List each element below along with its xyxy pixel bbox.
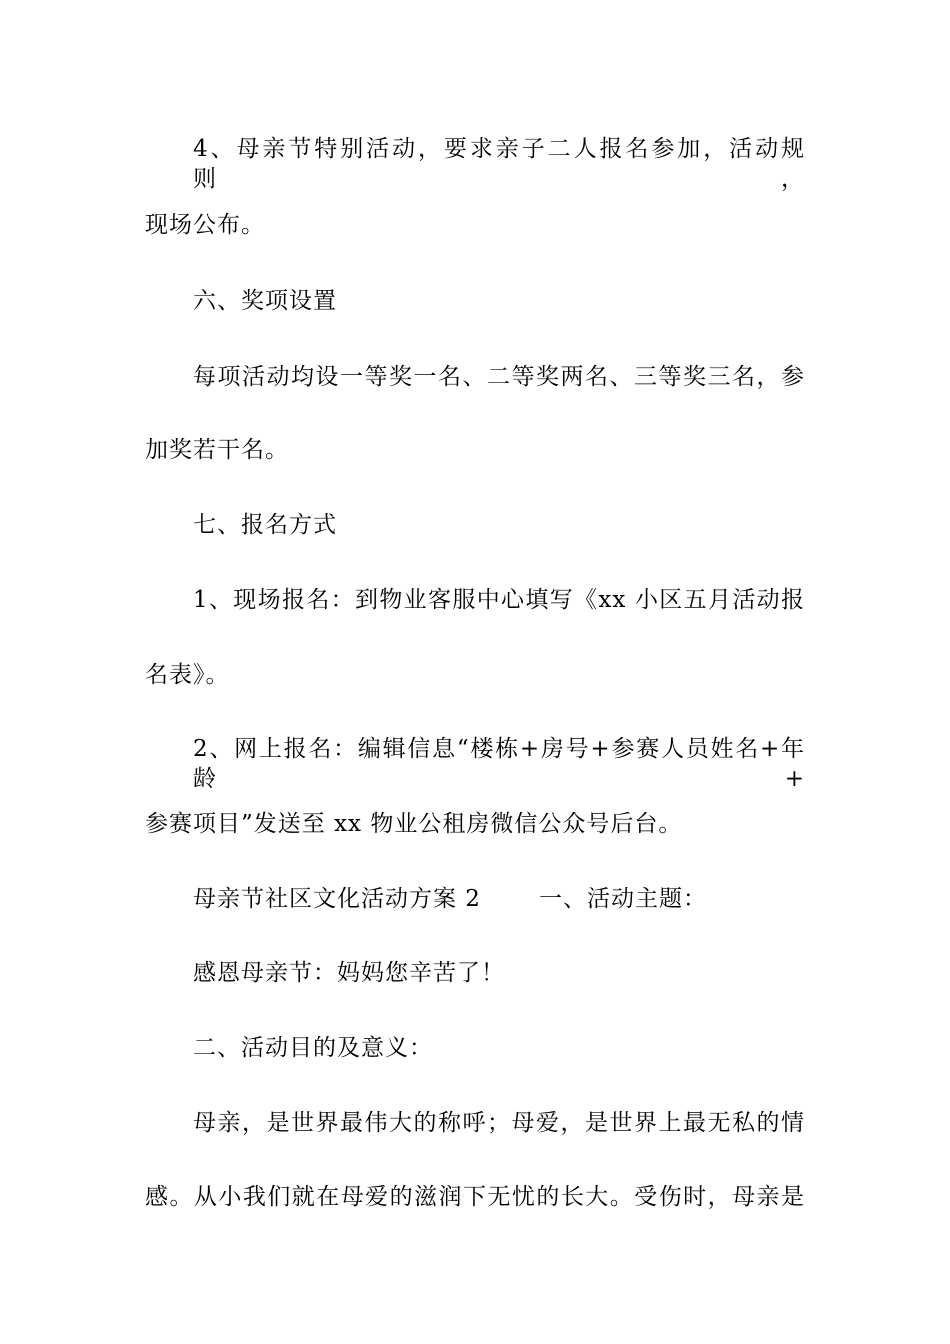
paragraph-line: 参赛项目”发送至 xx 物业公租房微信公众号后台。 (145, 811, 683, 837)
paragraph-line: 感。从小我们就在母爱的滋润下无忧的长大。受伤时，母亲是 (145, 1184, 805, 1210)
section-heading: 七、报名方式 (193, 512, 337, 538)
section-heading: 六、奖项设置 (193, 288, 337, 314)
paragraph-line: 现场公布。 (145, 212, 265, 238)
paragraph-line: 加奖若干名。 (145, 437, 289, 463)
paragraph-line: 母亲，是世界最伟大的称呼；母爱，是世界上最无私的情 (193, 1110, 805, 1136)
section-heading: 二、活动目的及意义： (193, 1035, 433, 1061)
section-heading: 一、活动主题： (538, 886, 707, 912)
paragraph-line: 1、现场报名：到物业客服中心填写《xx 小区五月活动报 (193, 587, 805, 613)
paragraph-line: 感恩母亲节：妈妈您辛苦了！ (193, 960, 505, 986)
paragraph-line: 2、网上报名：编辑信息“楼栋+房号+参赛人员姓名+年龄+ (193, 736, 805, 792)
paragraph-line: 4、母亲节特别活动，要求亲子二人报名参加，活动规则， (193, 136, 805, 192)
paragraph-line: 每项活动均设一等奖一名、二等奖两名、三等奖三名，参 (193, 364, 805, 390)
paragraph-line: 名表》。 (145, 662, 230, 688)
document-title: 母亲节社区文化活动方案 2 (193, 886, 481, 912)
document-title-line (193, 884, 805, 914)
